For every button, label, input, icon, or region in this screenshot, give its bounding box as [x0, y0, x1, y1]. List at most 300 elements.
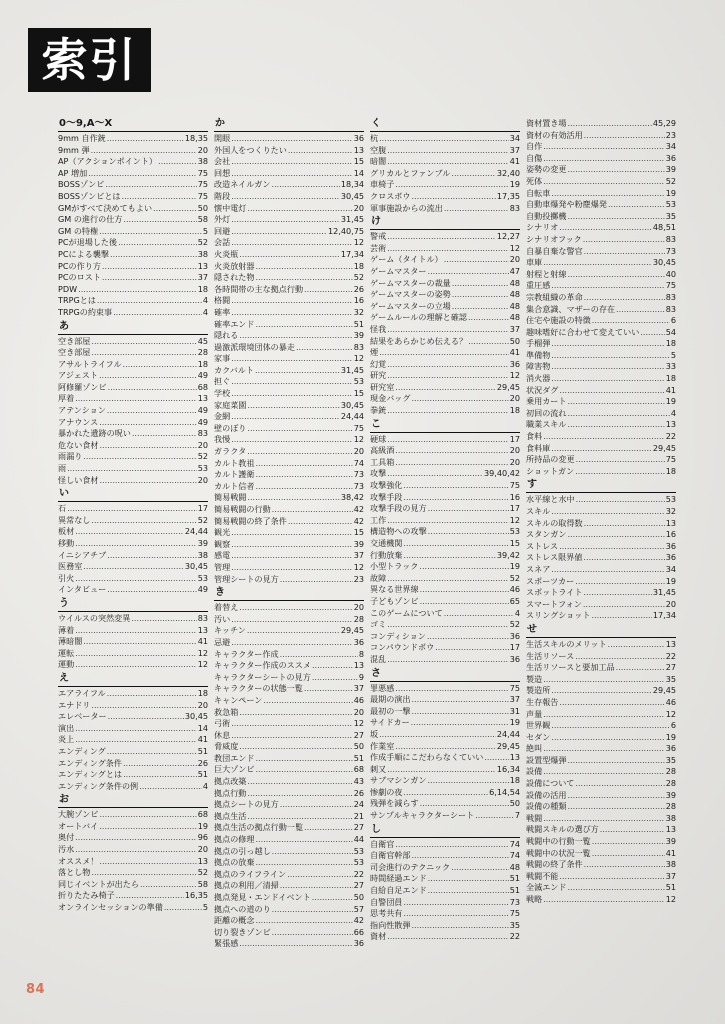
dot-leader — [592, 836, 665, 848]
entry-term: アジェスト — [58, 370, 98, 381]
entry-term: ウイルスの突然変異 — [58, 612, 131, 623]
dot-leader — [255, 261, 352, 273]
index-entry — [526, 373, 676, 385]
entry-term: 救急箱 — [214, 706, 239, 717]
index-entry — [214, 846, 364, 858]
index-entry — [526, 454, 676, 466]
entry-page: 28 — [353, 613, 364, 624]
entry-term: 簡易戦闘 — [214, 492, 247, 503]
dot-leader — [75, 832, 196, 844]
dot-leader — [255, 753, 352, 765]
entry-term: 集合意識、マザーの存在 — [526, 303, 616, 314]
index-entry — [214, 539, 364, 551]
dot-leader — [255, 319, 352, 331]
entry-term: 世界観 — [526, 720, 551, 731]
dot-leader — [567, 755, 664, 767]
entry-term: 攻撃 — [370, 468, 387, 479]
index-entry — [526, 529, 676, 541]
entry-term: 硬球 — [370, 433, 387, 444]
entry-term: 車庫 — [526, 257, 543, 268]
index-entry — [370, 370, 520, 382]
entry-page: 13 — [665, 517, 676, 528]
dot-leader — [551, 338, 664, 350]
entry-page: 39 — [197, 538, 208, 548]
entry-page: 20 — [509, 456, 520, 467]
index-entry — [370, 301, 520, 313]
dot-leader — [231, 562, 352, 574]
entry-page: 13 — [197, 260, 208, 271]
dot-leader — [164, 902, 202, 914]
entry-term: 管理 — [214, 561, 231, 572]
entry-page: 12 — [665, 894, 676, 904]
dot-leader — [83, 636, 196, 648]
entry-page: 20 — [353, 446, 364, 457]
entry-page: 14 — [197, 722, 208, 733]
entry-page: 27 — [353, 822, 364, 833]
entry-term: 着替え — [214, 602, 239, 613]
index-entry — [526, 651, 676, 663]
entry-term: 消火器 — [526, 373, 551, 384]
entry-page: 18 — [665, 465, 676, 476]
dot-leader — [91, 347, 196, 359]
entry-term: 石 — [58, 503, 67, 514]
entry-page: 30,45 — [340, 190, 364, 201]
entry-term: 拠点への道のり — [214, 903, 271, 914]
index-entry — [370, 538, 520, 550]
index-entry — [526, 199, 676, 211]
index-entry — [214, 602, 364, 614]
entry-page: 18 — [197, 358, 208, 369]
index-entry — [370, 203, 520, 215]
entry-term: カルト教祖 — [214, 457, 255, 468]
index-entry — [370, 492, 520, 504]
dot-leader — [567, 529, 664, 541]
dot-leader — [231, 388, 352, 400]
index-entry — [214, 788, 364, 800]
entry-term: 戦闘不能 — [526, 870, 559, 881]
index-entry — [214, 695, 364, 707]
entry-page: 20 — [509, 254, 520, 265]
entry-page: 29,45 — [496, 740, 520, 751]
entry-term: 観光 — [214, 527, 231, 538]
entry-page: 73 — [665, 245, 676, 256]
index-entry — [58, 336, 208, 348]
section-heading: さ — [370, 668, 520, 682]
dot-leader — [91, 145, 197, 157]
dot-leader — [543, 674, 664, 686]
entry-term: BOSSゾンビ — [58, 179, 105, 190]
index-entry — [370, 359, 520, 371]
entry-term: スポットライト — [526, 587, 583, 598]
entry-page: 37 — [509, 323, 520, 334]
entry-page: 32 — [353, 306, 364, 317]
entry-term: 階段 — [214, 190, 231, 201]
index-entry — [214, 718, 364, 730]
dot-leader — [567, 269, 664, 281]
index-entry — [526, 824, 676, 836]
dot-leader — [75, 723, 196, 735]
index-entry — [58, 515, 208, 527]
entry-page: 28 — [665, 778, 676, 789]
entry-term: 結果をあらかじめ伝える？ — [370, 335, 468, 346]
entry-term: 休息 — [214, 729, 231, 740]
dot-leader — [99, 809, 196, 821]
entry-page: 49 — [197, 584, 208, 595]
dot-leader — [107, 584, 196, 596]
entry-term: 家庭菜園 — [214, 399, 247, 410]
dot-leader — [231, 434, 352, 446]
dot-leader — [452, 278, 509, 290]
entry-page: 36 — [509, 630, 520, 641]
index-entry — [526, 518, 676, 530]
entry-page: 20 — [353, 202, 364, 213]
dot-leader — [543, 894, 664, 906]
entry-page: 16,34 — [496, 763, 520, 774]
dot-leader — [551, 373, 664, 385]
entry-page: 12 — [353, 353, 364, 364]
entry-page: 13 — [353, 660, 364, 671]
index-entry — [214, 145, 364, 157]
entry-term: 手榴弾 — [526, 338, 551, 349]
dot-leader — [231, 527, 352, 539]
entry-page: 51 — [197, 769, 208, 780]
index-entry — [214, 683, 364, 695]
entry-page: 52 — [197, 237, 208, 248]
dot-leader — [608, 639, 665, 651]
dot-leader — [583, 599, 665, 611]
entry-page: 15 — [353, 156, 364, 167]
entry-page: 5 — [670, 349, 676, 360]
index-entry — [526, 269, 676, 281]
dot-leader — [567, 419, 664, 431]
entry-term: 重圧感 — [526, 280, 551, 291]
index-entry — [370, 278, 520, 290]
index-entry — [370, 231, 520, 243]
entry-term: 担ぐ — [214, 376, 231, 387]
entry-term: 戦略 — [526, 894, 543, 904]
entry-term: キャラクターの状態一覧 — [214, 683, 303, 694]
dot-leader — [395, 179, 508, 191]
entry-term: 奥付 — [58, 832, 75, 843]
dot-leader — [543, 153, 664, 165]
entry-page: 37 — [197, 272, 208, 283]
entry-term: ゲーム（タイトル） — [370, 254, 443, 265]
entry-page: 75 — [509, 682, 520, 693]
dot-leader — [105, 179, 196, 191]
dot-leader — [567, 790, 664, 802]
entry-term: GM の進行の仕方 — [58, 214, 123, 225]
entry-term: 故障 — [370, 572, 387, 583]
entry-term: 各時間帯の主な拠点行動 — [214, 283, 304, 294]
dot-leader — [420, 584, 509, 596]
index-entry — [58, 856, 208, 868]
entry-term: 落とし物 — [58, 867, 91, 878]
entry-term: 運動 — [58, 659, 75, 670]
dot-leader — [559, 541, 665, 553]
dot-leader — [280, 574, 353, 586]
index-entry — [58, 688, 208, 700]
entry-term: 家事 — [214, 353, 231, 364]
entry-term: 板材 — [58, 526, 75, 537]
index-entry — [58, 284, 208, 296]
index-entry — [58, 370, 208, 382]
dot-leader — [247, 811, 352, 823]
entry-page: 51 — [665, 882, 676, 893]
dot-leader — [411, 694, 508, 706]
entry-term: カクバルト — [214, 364, 254, 375]
index-entry — [214, 811, 364, 823]
index-entry — [526, 292, 676, 304]
dot-leader — [411, 393, 508, 405]
index-entry — [214, 319, 364, 331]
entry-page: 36 — [353, 938, 364, 949]
entry-page: 53 — [665, 199, 676, 210]
index-entry — [214, 707, 364, 719]
entry-term: 管理シートの見方 — [214, 573, 279, 584]
entry-term: PCの作り方 — [58, 260, 101, 271]
index-entry — [526, 685, 676, 697]
dot-leader — [444, 254, 509, 266]
entry-page: 26 — [353, 787, 364, 798]
entry-page: 22 — [665, 650, 676, 661]
dot-leader — [272, 927, 353, 939]
index-entry — [370, 619, 520, 631]
entry-page: 27 — [353, 880, 364, 891]
index-entry — [370, 741, 520, 753]
entry-page: 75 — [509, 908, 520, 919]
entry-term: 罪悪感 — [370, 682, 395, 693]
entry-page: 53 — [509, 526, 520, 537]
entry-page: 30,45 — [652, 257, 676, 268]
entry-page: 36 — [353, 636, 364, 647]
index-entry — [370, 515, 520, 527]
index-section — [526, 624, 676, 906]
dot-leader — [543, 141, 664, 153]
entry-term: セダン — [526, 731, 551, 742]
entry-page: 42 — [353, 504, 364, 514]
index-entry — [526, 587, 676, 599]
entry-term: 戦闘スキルの選び方 — [526, 824, 599, 835]
entry-term: 簡易戦闘の行動 — [214, 504, 271, 514]
entry-page: 17,34 — [340, 248, 364, 259]
index-entry — [526, 662, 676, 674]
dot-leader — [427, 775, 508, 787]
dot-leader — [247, 400, 339, 412]
index-entry — [58, 261, 208, 273]
entry-term: 全滅エンド — [526, 882, 567, 893]
entry-page: 52 — [509, 619, 520, 630]
dot-leader — [231, 295, 352, 307]
index-entry — [370, 336, 520, 348]
index-entry — [58, 347, 208, 359]
dot-leader — [403, 480, 508, 492]
index-entry — [214, 927, 364, 939]
index-entry — [214, 203, 364, 215]
entry-term: 拠点シートの見方 — [214, 799, 279, 810]
entry-page: 43 — [353, 776, 364, 787]
index-entry — [370, 631, 520, 643]
entry-term: 作業室 — [370, 740, 395, 751]
index-entry — [214, 191, 364, 203]
entry-page: 12 — [509, 370, 520, 381]
index-entry — [214, 342, 364, 354]
entry-page: 12 — [197, 659, 208, 670]
entry-page: 18,35 — [184, 133, 208, 143]
entry-page: 53 — [353, 845, 364, 856]
index-entry — [214, 672, 364, 684]
dot-leader — [231, 226, 327, 238]
dot-leader — [427, 631, 509, 643]
entry-term: エンディング — [58, 745, 106, 756]
index-entry — [370, 706, 520, 718]
entry-term: 生存報告 — [526, 696, 559, 707]
entry-page: 36 — [665, 552, 676, 563]
entry-page: 39,40,42 — [483, 468, 520, 479]
dot-leader — [231, 133, 352, 145]
dot-leader — [91, 515, 196, 527]
section-heading: お — [58, 794, 208, 808]
index-entry — [526, 141, 676, 153]
index-entry — [370, 457, 520, 469]
index-entry — [370, 480, 520, 492]
index-entry — [370, 145, 520, 157]
entry-term: AP 増加 — [58, 167, 88, 178]
index-entry — [370, 312, 520, 324]
dot-leader — [428, 266, 509, 278]
entry-page: 57 — [353, 903, 364, 914]
entry-page: 50 — [197, 202, 208, 213]
index-entry — [526, 674, 676, 686]
index-entry — [370, 179, 520, 191]
dot-leader — [75, 844, 196, 856]
entry-term: 残弾を減らす — [370, 798, 419, 809]
dot-leader — [559, 385, 664, 397]
dot-leader — [475, 810, 514, 822]
dot-leader — [559, 697, 664, 709]
index-entry — [214, 330, 364, 342]
dot-leader — [411, 706, 508, 718]
entry-term: 大腕ゾンビ — [58, 809, 99, 820]
index-entry — [370, 393, 520, 405]
entry-term: 弓術 — [214, 718, 231, 729]
entry-term: 拠点生活 — [214, 810, 247, 821]
index-entry — [58, 573, 208, 585]
index-entry — [58, 226, 208, 238]
entry-page: 36 — [665, 743, 676, 754]
dot-leader — [452, 301, 509, 313]
index-entry — [214, 469, 364, 481]
entry-page: 53 — [353, 857, 364, 868]
index-entry — [526, 118, 676, 130]
index-entry — [370, 850, 520, 862]
entry-page: 75 — [665, 280, 676, 291]
entry-term: 距離の概念 — [214, 915, 255, 926]
entry-page: 41 — [509, 156, 520, 167]
entry-term: エンディングとは — [58, 769, 123, 780]
entry-page: 46 — [665, 696, 676, 707]
entry-term: 資材の有効活用 — [526, 129, 583, 140]
entry-term: ストレス — [526, 540, 559, 551]
entry-page: 44 — [353, 834, 364, 845]
entry-term: 同じイベントが出たら — [58, 878, 139, 889]
entry-term: ガラクタ — [214, 446, 247, 457]
entry-page: 42 — [353, 515, 364, 526]
entry-page: 4 — [202, 295, 208, 306]
dot-leader — [411, 191, 495, 203]
dot-leader — [419, 561, 508, 573]
index-entry — [370, 584, 520, 596]
entry-page: 23 — [353, 573, 364, 584]
entry-page: 26 — [353, 283, 364, 294]
dot-leader — [231, 637, 352, 649]
index-entry — [214, 649, 364, 661]
entry-term: 雨漏り — [58, 451, 83, 462]
entry-term: 雨 — [58, 463, 67, 474]
dot-leader — [231, 376, 352, 388]
entry-term: エレベーター — [58, 711, 107, 722]
index-entry — [526, 599, 676, 611]
index-entry — [214, 764, 364, 776]
entry-page: 40 — [665, 268, 676, 279]
entry-term: 汚水 — [58, 844, 75, 855]
entry-page: 6 — [670, 315, 676, 326]
index-entry — [58, 832, 208, 844]
dot-leader — [118, 237, 197, 249]
entry-term: スキル — [526, 506, 551, 516]
dot-leader — [255, 764, 352, 776]
entry-term: 外灯 — [214, 214, 231, 225]
dot-leader — [387, 619, 508, 631]
entry-page: 58 — [197, 214, 208, 225]
index-entry — [58, 156, 208, 168]
dot-leader — [75, 526, 184, 538]
entry-term: 坂 — [370, 728, 379, 739]
dot-leader — [263, 695, 352, 707]
section-heading: か — [214, 118, 364, 132]
entry-term: 混乱 — [370, 653, 387, 664]
dot-leader — [272, 179, 340, 191]
entry-term: 自動投擲機 — [526, 210, 567, 221]
index-entry — [526, 494, 676, 506]
entry-term: 移動 — [58, 538, 75, 548]
entry-term: 拠点の修理 — [214, 834, 255, 845]
entry-term: 拠点の放棄 — [214, 857, 255, 868]
entry-page: 15 — [353, 527, 364, 538]
dot-leader — [231, 730, 352, 742]
entry-page: 26 — [197, 757, 208, 768]
entry-term: 9mm 弾 — [58, 144, 90, 155]
index-entry — [526, 639, 676, 651]
dot-leader — [428, 526, 509, 538]
dot-leader — [567, 882, 664, 894]
index-entry — [214, 376, 364, 388]
index-entry — [526, 541, 676, 553]
entry-term: 火炎放射器 — [214, 260, 255, 271]
dot-leader — [102, 261, 197, 273]
dot-leader — [247, 625, 340, 637]
entry-page: 19 — [509, 561, 520, 572]
entry-page: 12 — [197, 647, 208, 658]
index-section — [58, 488, 208, 596]
entry-page: 35 — [665, 673, 676, 684]
dot-leader — [122, 191, 197, 203]
entry-page: 24,44 — [496, 728, 520, 739]
index-entry — [526, 280, 676, 292]
entry-term: 死体 — [526, 175, 543, 186]
entry-page: 8 — [358, 648, 364, 659]
index-entry — [214, 892, 364, 904]
index-entry — [214, 776, 364, 788]
